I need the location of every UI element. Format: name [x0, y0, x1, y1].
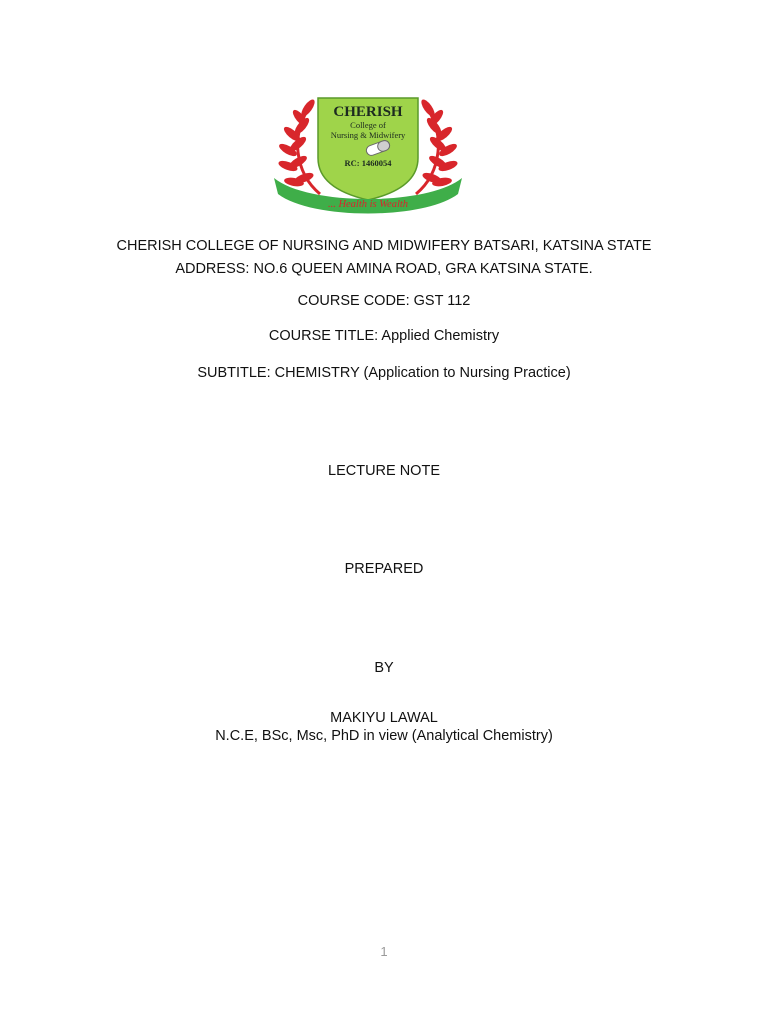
- by-label: BY: [374, 660, 394, 676]
- institution-address: ADDRESS: NO.6 QUEEN AMINA ROAD, GRA KATSINA STATE.: [175, 261, 593, 277]
- college-logo-graphic: [268, 86, 468, 222]
- author-name: MAKIYU LAWAL: [330, 710, 438, 726]
- course-subtitle: SUBTITLE: CHEMISTRY (Application to Nursing Practice): [197, 365, 571, 381]
- page-number: 1: [380, 944, 388, 959]
- logo-line1: College of: [350, 120, 386, 130]
- author-credentials: N.C.E, BSc, Msc, PhD in view (Analytical Chemistry): [215, 728, 553, 744]
- logo-rc: RC: 1460054: [344, 158, 392, 168]
- course-title: COURSE TITLE: Applied Chemistry: [268, 328, 500, 344]
- right-laurel-icon: [416, 98, 459, 194]
- lecture-note-label: LECTURE NOTE: [328, 463, 440, 479]
- college-logo: [268, 86, 468, 222]
- course-code: COURSE CODE: GST 112: [297, 293, 471, 309]
- logo-line2: Nursing & Midwifery: [330, 130, 406, 140]
- left-laurel-icon: [277, 98, 320, 194]
- prepared-label: PREPARED: [344, 561, 424, 577]
- logo-name: CHERISH: [333, 104, 403, 120]
- institution-name: CHERISH COLLEGE OF NURSING AND MIDWIFERY BATSARI, KATSINA STATE: [116, 238, 652, 254]
- logo-motto: ... Health is Wealth: [327, 199, 409, 210]
